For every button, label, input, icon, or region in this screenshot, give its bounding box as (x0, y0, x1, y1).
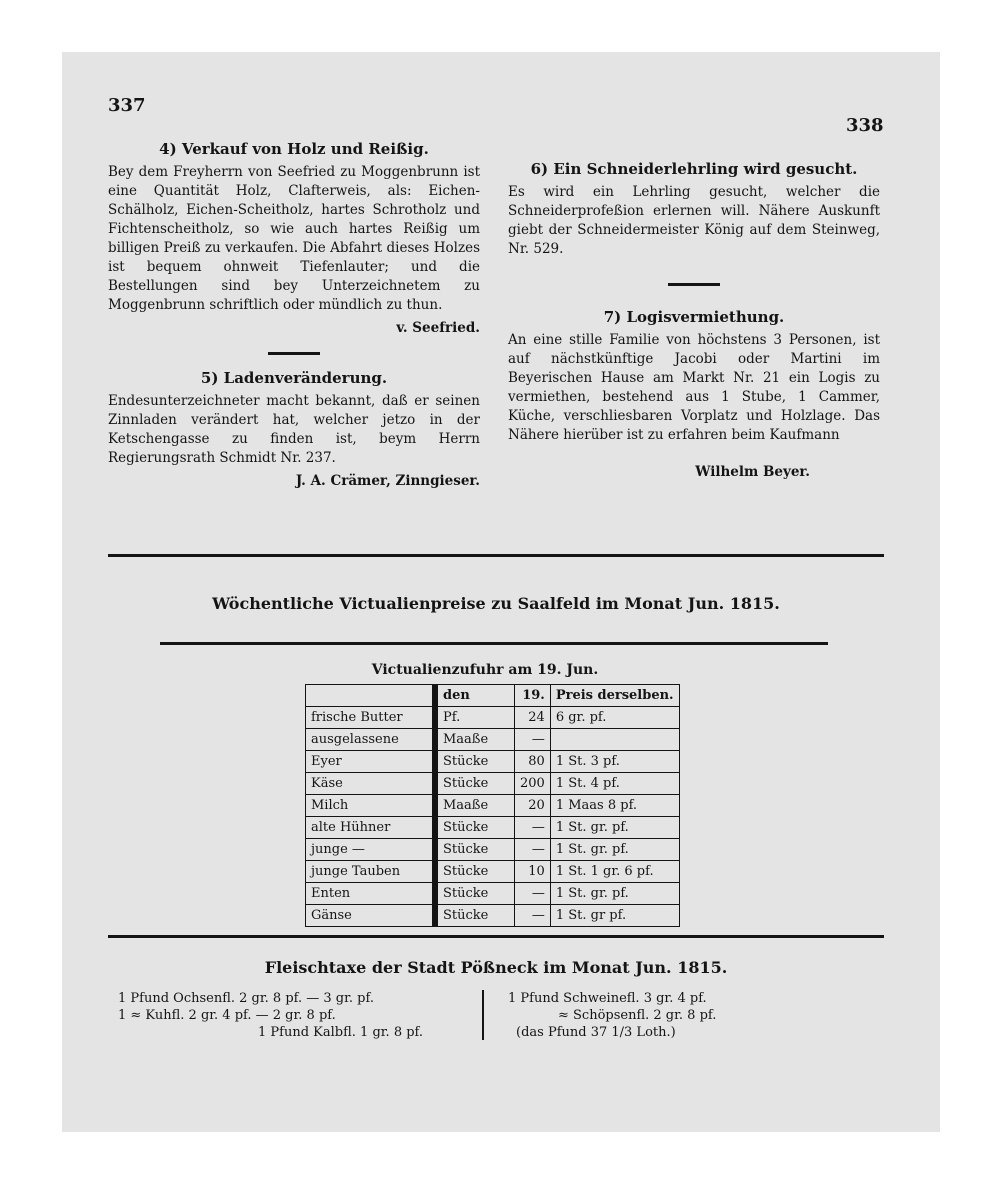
header-item (306, 685, 433, 707)
table-row (306, 839, 680, 861)
price-cell: 1 St. 3 pf. (550, 751, 679, 773)
victualien-table (305, 684, 680, 927)
item-cell: Eyer (306, 751, 433, 773)
unit-cell: Stücke (438, 751, 515, 773)
price-cell: 1 St. 4 pf. (550, 773, 679, 795)
meat-line: 1 Pfund Ochsenfl. 2 gr. 8 pf. — 3 gr. pf. (118, 991, 374, 1006)
section-5-title: 5) Ladenveränderung. (200, 369, 388, 387)
qty-cell: 200 (515, 773, 551, 795)
price-cell: 1 St. gr. pf. (550, 817, 679, 839)
price-cell: 6 gr. pf. (550, 707, 679, 729)
item-cell: Enten (306, 883, 433, 905)
unit-cell: Stücke (438, 773, 515, 795)
section-6-title: 6) Ein Schneiderlehrling wird gesucht. (530, 160, 858, 178)
unit-cell: Stücke (438, 861, 515, 883)
fleischtaxe-title: Fleischtaxe der Stadt Pößneck im Monat Jun. 1815. (264, 958, 728, 977)
table-header-row (306, 685, 680, 707)
price-cell: 1 St. gr. pf. (550, 883, 679, 905)
item-cell: alte Hühner (306, 817, 433, 839)
qty-cell: 80 (515, 751, 551, 773)
section-6-text: Es wird ein Lehrling gesucht, welcher die Schneiderprofeßion erlernen will. Nähere Auskunft giebt der Schneidermeister König auf dem Steinweg, Nr. 529. (508, 184, 880, 257)
item-cell: Gänse (306, 905, 433, 927)
section-7-signature: Wilhelm Beyer. (695, 464, 810, 480)
price-cell: 1 St. gr pf. (550, 905, 679, 927)
right-column (508, 160, 880, 482)
section-5-text: Endesunterzeichneter macht bekannt, daß er seinen Zinnladen verändert hat, welcher jetzo in der Ketschengasse zu finden ist, beym Herrn Regierungsrath Schmidt Nr. 237. (108, 393, 480, 466)
unit-cell: Stücke (438, 905, 515, 927)
price-cell: 1 St. gr. pf. (550, 839, 679, 861)
unit-cell: Pf. (438, 707, 515, 729)
section-divider (668, 283, 720, 286)
section-7-text: An eine stille Familie von höchstens 3 Personen, ist auf nächstkünftige Jacobi oder Martini im Beyerischen Hause am Markt Nr. 21 ein Logis zu vermiethen, bestehend aus 1 Stube, 1 Cammer, Küche, verschliesbaren Vorplatz und Holzlage. Das Nähere hierüber ist zu erfahren beim Kaufmann (508, 332, 880, 443)
item-cell: ausgelassene (306, 729, 433, 751)
meat-line: 1 Pfund Kalbfl. 1 gr. 8 pf. (258, 1025, 424, 1040)
item-cell: Käse (306, 773, 433, 795)
unit-cell: Maaße (438, 795, 515, 817)
header-unit: den (438, 685, 515, 707)
section-rule (108, 554, 884, 557)
meat-line: 1 Pfund Schweinefl. 3 gr. 4 pf. (508, 991, 707, 1006)
qty-cell: — (515, 905, 551, 927)
column-divider (482, 990, 484, 1040)
section-4-text: Bey dem Freyherrn von Seefried zu Moggenbrunn ist eine Quantität Holz, Clafterweis, als: Eichen-Schälholz, Eichen-Scheitholz, hartes Schrotholz und Fichtenscheitholz, so wie auch hartes Reißig um billigen Preiß zu verkaufen. Die Abfahrt dieses Holzes ist bequem ohnweit Tiefenlauter; und die Bestellungen sind bey Unterzeichnetem zu Moggenbrunn schriftlich oder mündlich zu thun. (108, 164, 480, 313)
item-cell: Milch (306, 795, 433, 817)
unit-cell: Stücke (438, 839, 515, 861)
qty-cell: 24 (515, 707, 551, 729)
section-5-signature: J. A. Crämer, Zinngieser. (295, 473, 480, 489)
meat-line: (das Pfund 37 1/3 Loth.) (516, 1025, 676, 1040)
header-price: Preis derselben. (550, 685, 679, 707)
section-7-title: 7) Logisvermiethung. (603, 308, 785, 326)
section-rule (108, 935, 884, 938)
fleischtaxe-left (118, 990, 423, 1041)
section-4-title: 4) Verkauf von Holz und Reißig. (159, 140, 429, 158)
title-rule (160, 642, 828, 645)
qty-cell: — (515, 817, 551, 839)
item-cell: junge — (306, 839, 433, 861)
header-date: 19. (515, 685, 551, 707)
price-cell: 1 Maas 8 pf. (550, 795, 679, 817)
page-number-right: 338 (846, 115, 884, 136)
qty-cell: — (515, 839, 551, 861)
table-row (306, 729, 680, 751)
qty-cell: — (515, 883, 551, 905)
table-row (306, 905, 680, 927)
table-row (306, 707, 680, 729)
unit-cell: Stücke (438, 817, 515, 839)
qty-cell: 10 (515, 861, 551, 883)
unit-cell: Maaße (438, 729, 515, 751)
section-divider (268, 352, 320, 355)
unit-cell: Stücke (438, 883, 515, 905)
price-cell: 1 St. 1 gr. 6 pf. (550, 861, 679, 883)
page-number-left: 337 (108, 95, 146, 116)
victualien-table-title: Victualienzufuhr am 19. Jun. (371, 662, 599, 678)
table-row (306, 817, 680, 839)
qty-cell: 20 (515, 795, 551, 817)
table-row (306, 795, 680, 817)
price-cell (550, 729, 679, 751)
table-row (306, 883, 680, 905)
victualien-title: Wöchentliche Victualienpreise zu Saalfeld im Monat Jun. 1815. (212, 594, 780, 613)
table-row (306, 751, 680, 773)
item-cell: junge Tauben (306, 861, 433, 883)
section-4-signature: v. Seefried. (396, 320, 480, 336)
meat-line: ≈ Schöpsenfl. 2 gr. 8 pf. (558, 1008, 717, 1023)
table-row (306, 773, 680, 795)
item-cell: frische Butter (306, 707, 433, 729)
fleischtaxe-right (508, 990, 716, 1041)
qty-cell: — (515, 729, 551, 751)
table-row (306, 861, 680, 883)
meat-line: 1 ≈ Kuhfl. 2 gr. 4 pf. — 2 gr. 8 pf. (118, 1008, 336, 1023)
left-column (108, 140, 480, 491)
